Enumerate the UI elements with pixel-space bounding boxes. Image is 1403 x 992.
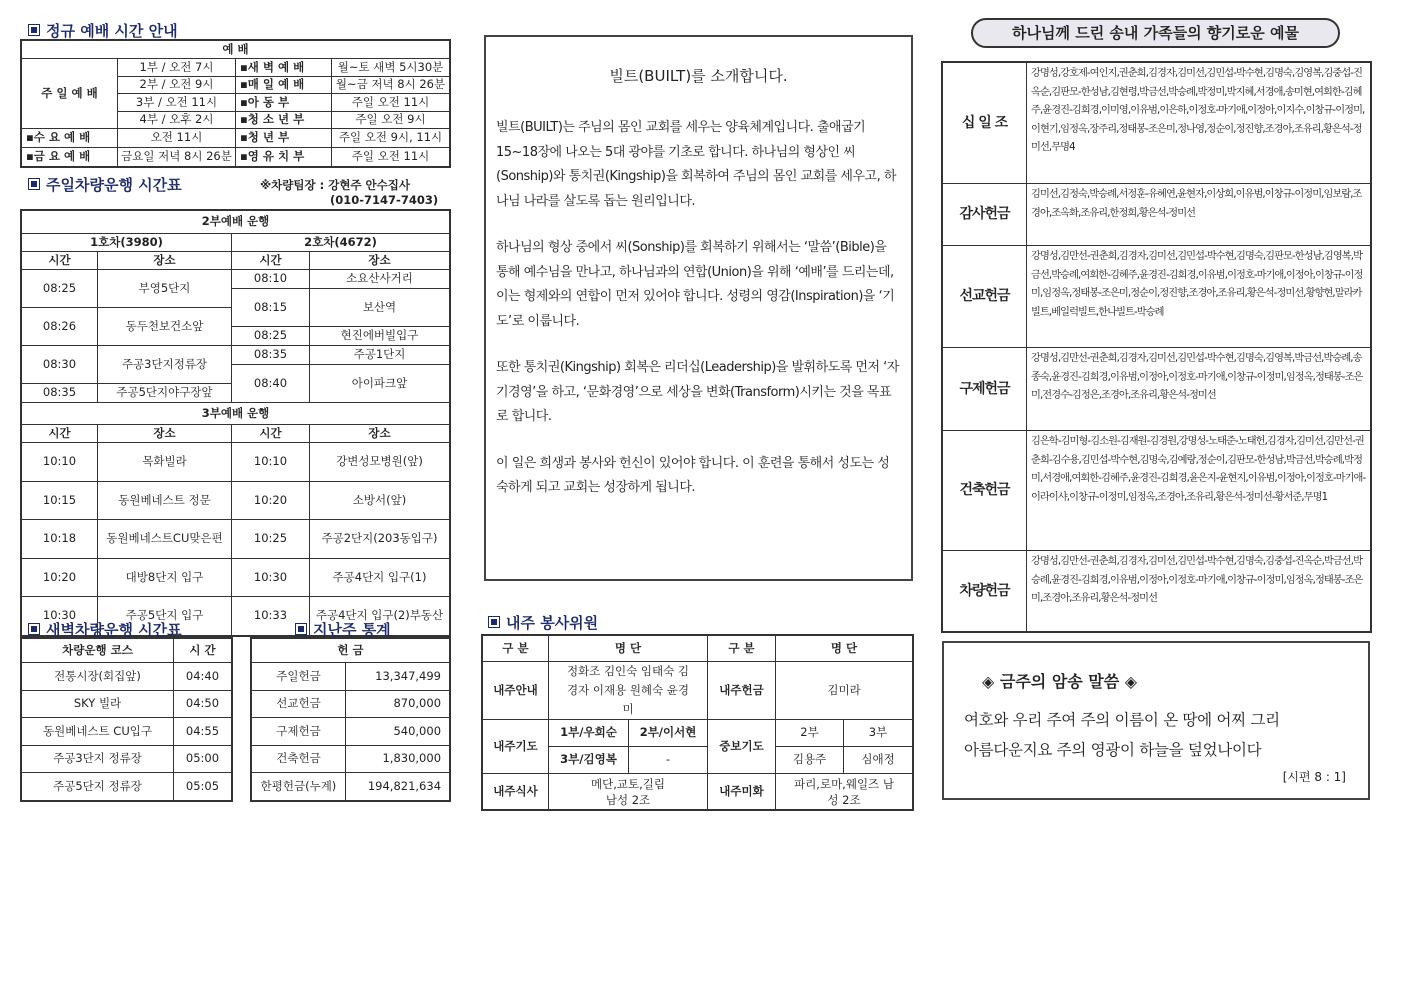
col-time: 시간 xyxy=(22,425,98,443)
sunday-service: 1부 / 오전 7시 xyxy=(118,59,236,77)
stats-header: 헌 금 xyxy=(252,639,450,663)
stop-time: 10:18 xyxy=(22,520,98,559)
prayer-name: 3부/김영복 xyxy=(549,747,629,774)
dawn-time: 04:55 xyxy=(174,718,232,746)
service-label: ▪매 일 예 배 xyxy=(236,76,332,94)
stop-place: 보산역 xyxy=(310,289,450,327)
guide-names: 정화조 김인숙 임태숙 김경자 이재용 원혜숙 윤경미 xyxy=(549,662,708,720)
stop-place: 동두천보건소앞 xyxy=(98,308,232,346)
col-category: 구 분 xyxy=(483,636,549,662)
service-label: ▪청 소 년 부 xyxy=(236,111,332,129)
col-names: 명 단 xyxy=(549,636,708,662)
offering-names: 강명성,김만선-권춘희,김경자,김미선,김민섭-박수현,김명숙,김중섭-진옥순,박금선,박승례,윤경진-김희경,이유범,이정아,이정호-마기애,이창규-이정미,임정옥,정태봉-조은미,조경아,조유리,황은석-정미선 xyxy=(1027,551,1371,632)
col-time: 시간 xyxy=(232,252,310,270)
square-bullet-icon xyxy=(295,623,307,635)
dawn-time: 05:05 xyxy=(174,773,232,801)
stop-place: 주공2단지(203동입구) xyxy=(310,520,450,559)
stop-time: 10:30 xyxy=(232,558,310,597)
car1-header: 1호차(3980) xyxy=(22,234,232,252)
built-intro-box xyxy=(484,35,913,581)
stop-time: 08:35 xyxy=(232,346,310,365)
stop-place: 주공1단지 xyxy=(310,346,450,365)
stop-time: 08:26 xyxy=(22,308,98,346)
offering-table xyxy=(942,62,1371,632)
offering-names: 강명성,김만선-권춘희,김경자,김미선,김민섭-박수현,김명숙,김영복,박금선,박승례,송종숙,윤경진-김희경,이유범,이정아,이정호-마기애,이창규-이정미,임정옥,정태봉-조은미,전경수-김정은,조경아,조유리,황은석-정미선 xyxy=(1027,348,1371,431)
stop-place: 아이파크앞 xyxy=(310,365,450,403)
stop-place: 강변성모병원(앞) xyxy=(310,443,450,482)
car2-header: 2호차(4672) xyxy=(232,234,450,252)
stop-time: 10:10 xyxy=(232,443,310,482)
stop-place: 부영5단지 xyxy=(98,270,232,308)
service-time: 월~금 저녁 8시 26분 xyxy=(332,76,450,94)
stop-place: 동원베네스트 정문 xyxy=(98,481,232,520)
stop-place: 주공4단지 입구(2)부동산 xyxy=(310,597,450,636)
stats-section-title xyxy=(295,619,391,640)
wed-service: 오전 11시 xyxy=(118,129,236,148)
stats-amount: 540,000 xyxy=(346,718,450,746)
fri-service: 금요일 저녁 8시 26분 xyxy=(118,148,236,167)
offering-names: 강명성,김만선-권춘희,김경자,김미선,김민섭-박수현,김명숙,김판모-한성남,김영복,박금선,박승례,여회한-김혜주,윤경진-김희경,이유범,이정호-마기애,이정아,이창규-이정미,임정옥,정태봉-조은미,정순이,정진향,조경아,조유리,황은석-정미선,황향현,말라카빌트,베일럭빌트,한나빌트-박승례 xyxy=(1027,246,1371,348)
intercession-name: 김용주 xyxy=(776,747,844,774)
memory-verse-box xyxy=(942,641,1370,800)
stop-time: 08:15 xyxy=(232,289,310,327)
dawn-course: 동원베네스트 CU입구 xyxy=(22,718,174,746)
stop-time: 08:10 xyxy=(232,270,310,289)
guide-label: 내주안내 xyxy=(483,662,549,720)
verse-line-1: 여호와 우리 주여 주의 이름이 온 땅에 어찌 그리 xyxy=(964,711,1280,729)
stats-table xyxy=(251,638,450,801)
stop-time: 10:33 xyxy=(232,597,310,636)
col-time: 시간 xyxy=(22,252,98,270)
stop-time: 10:10 xyxy=(22,443,98,482)
stop-time: 08:35 xyxy=(22,384,98,403)
offering-duty-names: 김미라 xyxy=(776,662,913,720)
stop-time: 08:25 xyxy=(22,270,98,308)
meal-names: 메단,교토,길림 남성 2조 xyxy=(549,774,708,810)
col-category: 구 분 xyxy=(708,636,776,662)
stats-amount: 870,000 xyxy=(346,690,450,718)
offering-names: 강명성,강호제-여인지,권춘희,김경자,김미선,김민섭-박수현,김명숙,김영복,김중섭-진옥순,김판모-한성남,김현령,박금선,박승례,박정미,박지혜,서경애,송미현,여회한-김혜주,윤경진-김희경,이미영,이유범,이은하,이정호-마기애,이정아,이지수,이창규-이정미,이현기,임정옥,장주리,정태봉-조은미,정나영,정순이,정진향,조경아,조유리,황은석-정미선,무명4 xyxy=(1027,63,1371,184)
stats-amount: 194,821,634 xyxy=(346,773,450,801)
stats-amount: 1,830,000 xyxy=(346,745,450,773)
offering-category: 선교헌금 xyxy=(943,246,1027,348)
built-paragraph-2: 하나님의 형상 중에서 씨(Sonship)를 회복하기 위해서는 ‘말씀’(Bible)을 통해 예수님을 만나고, 하나님과의 연합(Union)을 위해 ‘예배’를 드리는데, 이는 형제와의 연합이 먼저 있어야 합니다. 성령의 영감(Inspiration)을 ‘기도’로 이룹니다. xyxy=(496,240,895,329)
stop-place: 주공3단지정류장 xyxy=(98,346,232,384)
built-paragraph-1: 빌트(BUILT)는 주님의 몸인 교회를 세우는 양육체계입니다. 출애굽기 15~18장에 나오는 5대 광야를 기초로 합니다. 하나님의 형상인 씨(Sonship)와 통치권(Kingship)을 회복하여 주님의 몸인 교회를 세우고, 하나님 나라를 살도록 돕는 원리입니다. xyxy=(496,120,896,209)
stop-time: 10:20 xyxy=(232,481,310,520)
dawn-course: SKY 빌라 xyxy=(22,690,174,718)
dawn-time: 05:00 xyxy=(174,745,232,773)
stats-amount: 13,347,499 xyxy=(346,663,450,691)
service-time: 월~토 새벽 5시30분 xyxy=(332,59,450,77)
sunday-bus-table xyxy=(21,210,450,636)
bus-section-title xyxy=(28,174,182,195)
bus-title-text: 주일차량운행 시간표 xyxy=(46,176,182,194)
prayer-name: - xyxy=(629,747,708,774)
worship-section-title xyxy=(28,20,178,41)
offering-title-pill: 하나님께 드린 송내 가족들의 향기로운 예물 xyxy=(971,18,1340,48)
col-place: 장소 xyxy=(98,252,232,270)
service-time: 주일 오전 11시 xyxy=(332,94,450,112)
offering-category: 십 일 조 xyxy=(943,63,1027,184)
worship-title-text: 정규 예배 시간 안내 xyxy=(46,22,178,40)
service-label: ▪새 벽 예 배 xyxy=(236,59,332,77)
s2-title: 2부예배 운행 xyxy=(22,211,450,234)
verse-line-2: 아름다운지요 주의 영광이 하늘을 덮었나이다 xyxy=(964,741,1262,759)
offering-names: 김은학-김미형-김소원-김재원-김경원,강명성-노태준-노태헌,김경자,김미선,김만선-권춘희-김수용,김민섭-박수현,김명숙,김예랑,정순이,김판모-한성남,박금선,박승례,박정미,서경애,여회한-김혜주,윤경진-김희경,윤은지-윤현지,이유범,이정아,이정호-마기애-이라이샤,이창규-이정미,임정옥,조경아,조유리,황은석-정미선-황서준,무명1 xyxy=(1027,431,1371,551)
service-time: 주일 오전 9시 xyxy=(332,111,450,129)
intercession-header: 2부 xyxy=(776,720,844,747)
offering-category: 차량헌금 xyxy=(943,551,1027,632)
stop-time: 10:15 xyxy=(22,481,98,520)
bus-manager: ※차량팀장 : 강현주 안수집사 xyxy=(260,178,410,192)
built-title: 빌트(BUILT)를 소개합니다. xyxy=(609,67,788,85)
built-paragraph-3: 또한 통치권(Kingship) 회복은 리더십(Leadership)을 발휘하도록 먼저 ‘자기경영’을 하고, ‘문화경영’으로 세상을 변화(Transform)시키는 것을 목표로 합니다. xyxy=(496,360,899,424)
s3-title: 3부예배 운행 xyxy=(22,403,450,425)
stop-place: 동원베네스트CU맞은편 xyxy=(98,520,232,559)
dawn-time: 04:50 xyxy=(174,690,232,718)
col-names: 명 단 xyxy=(776,636,913,662)
square-bullet-icon xyxy=(28,178,40,190)
sunday-service: 4부 / 오후 2시 xyxy=(118,111,236,129)
verse-reference: [시편 8 : 1] xyxy=(1282,770,1346,784)
sunday-service: 3부 / 오전 11시 xyxy=(118,94,236,112)
wed-label: ▪수 요 예 배 xyxy=(22,129,118,148)
prayer-name: 2부/이서현 xyxy=(629,720,708,747)
prayer-name: 1부/우희순 xyxy=(549,720,629,747)
intercession-name: 심애정 xyxy=(844,747,913,774)
stats-label: 건축헌금 xyxy=(252,745,346,773)
built-paragraph-4: 이 일은 희생과 봉사와 헌신이 있어야 합니다. 이 훈련을 통해서 성도는 성숙하게 되고 교회는 성장하게 됩니다. xyxy=(496,455,890,495)
service-time: 주일 오전 11시 xyxy=(332,148,450,167)
intercession-header: 3부 xyxy=(844,720,913,747)
col-course: 차량운행 코스 xyxy=(22,639,174,663)
stats-title-text: 지난주 통계 xyxy=(313,621,391,639)
verse-title: ◈ 금주의 암송 말씀 ◈ xyxy=(982,672,1138,691)
col-place: 장소 xyxy=(310,252,450,270)
stop-place: 주공5단지야구장앞 xyxy=(98,384,232,403)
beauty-names: 파리,로마,웨일즈 남성 2조 xyxy=(776,774,913,810)
dawn-course: 주공3단지 정류장 xyxy=(22,745,174,773)
servants-table xyxy=(482,635,913,810)
fri-label: ▪금 요 예 배 xyxy=(22,148,118,167)
bus-phone: (010-7147-7403) xyxy=(330,193,439,207)
service-label: ▪청 년 부 xyxy=(236,129,332,148)
service-label: ▪아 동 부 xyxy=(236,94,332,112)
stop-place: 주공5단지 입구 xyxy=(98,597,232,636)
stop-place: 소방서(앞) xyxy=(310,481,450,520)
offering-category: 건축헌금 xyxy=(943,431,1027,551)
stop-place: 주공4단지 입구(1) xyxy=(310,558,450,597)
stop-place: 소요산사거리 xyxy=(310,270,450,289)
dawn-time: 04:40 xyxy=(174,663,232,691)
dawn-bus-table xyxy=(21,638,232,801)
stats-label: 구제헌금 xyxy=(252,718,346,746)
dawn-section-title xyxy=(28,619,182,640)
prayer-label: 내주기도 xyxy=(483,720,549,774)
sunday-label: 주 일 예 배 xyxy=(22,59,118,129)
stop-place: 현진에버빌입구 xyxy=(310,327,450,346)
square-bullet-icon xyxy=(28,623,40,635)
sunday-service: 2부 / 오전 9시 xyxy=(118,76,236,94)
stats-label: 선교헌금 xyxy=(252,690,346,718)
offering-category: 감사헌금 xyxy=(943,184,1027,246)
servants-section-title xyxy=(488,612,598,633)
dawn-title-text: 새벽차량운행 시간표 xyxy=(46,621,182,639)
service-label: ▪영 유 치 부 xyxy=(236,148,332,167)
stop-time: 10:20 xyxy=(22,558,98,597)
stats-label: 주일헌금 xyxy=(252,663,346,691)
col-place: 장소 xyxy=(98,425,232,443)
stop-time: 08:25 xyxy=(232,327,310,346)
stop-place: 대방8단지 입구 xyxy=(98,558,232,597)
intercession-label: 중보기도 xyxy=(708,720,776,774)
col-place: 장소 xyxy=(310,425,450,443)
stop-time: 08:40 xyxy=(232,365,310,403)
service-time: 주일 오전 9시, 11시 xyxy=(332,129,450,148)
meal-label: 내주식사 xyxy=(483,774,549,810)
worship-table xyxy=(21,40,450,167)
dawn-course: 주공5단지 정류장 xyxy=(22,773,174,801)
offering-duty-label: 내주헌금 xyxy=(708,662,776,720)
square-bullet-icon xyxy=(28,24,40,36)
col-time: 시간 xyxy=(232,425,310,443)
col-time: 시 간 xyxy=(174,639,232,663)
stop-place: 목화빌라 xyxy=(98,443,232,482)
stop-time: 10:30 xyxy=(22,597,98,636)
offering-category: 구제헌금 xyxy=(943,348,1027,431)
stop-time: 10:25 xyxy=(232,520,310,559)
servants-title-text: 내주 봉사위원 xyxy=(506,614,599,632)
stop-time: 08:30 xyxy=(22,346,98,384)
square-bullet-icon xyxy=(488,616,500,628)
stats-label: 한평헌금(누계) xyxy=(252,773,346,801)
worship-header: 예 배 xyxy=(22,41,450,59)
beauty-label: 내주미화 xyxy=(708,774,776,810)
offering-names: 김미선,김정숙,박승례,서정훈-유혜연,윤현자,이상희,이유범,이창규-이정미,임보람,조경아,조옥화,조유리,한정희,황은석-정미선 xyxy=(1027,184,1371,246)
dawn-course: 전통시장(회집앞) xyxy=(22,663,174,691)
